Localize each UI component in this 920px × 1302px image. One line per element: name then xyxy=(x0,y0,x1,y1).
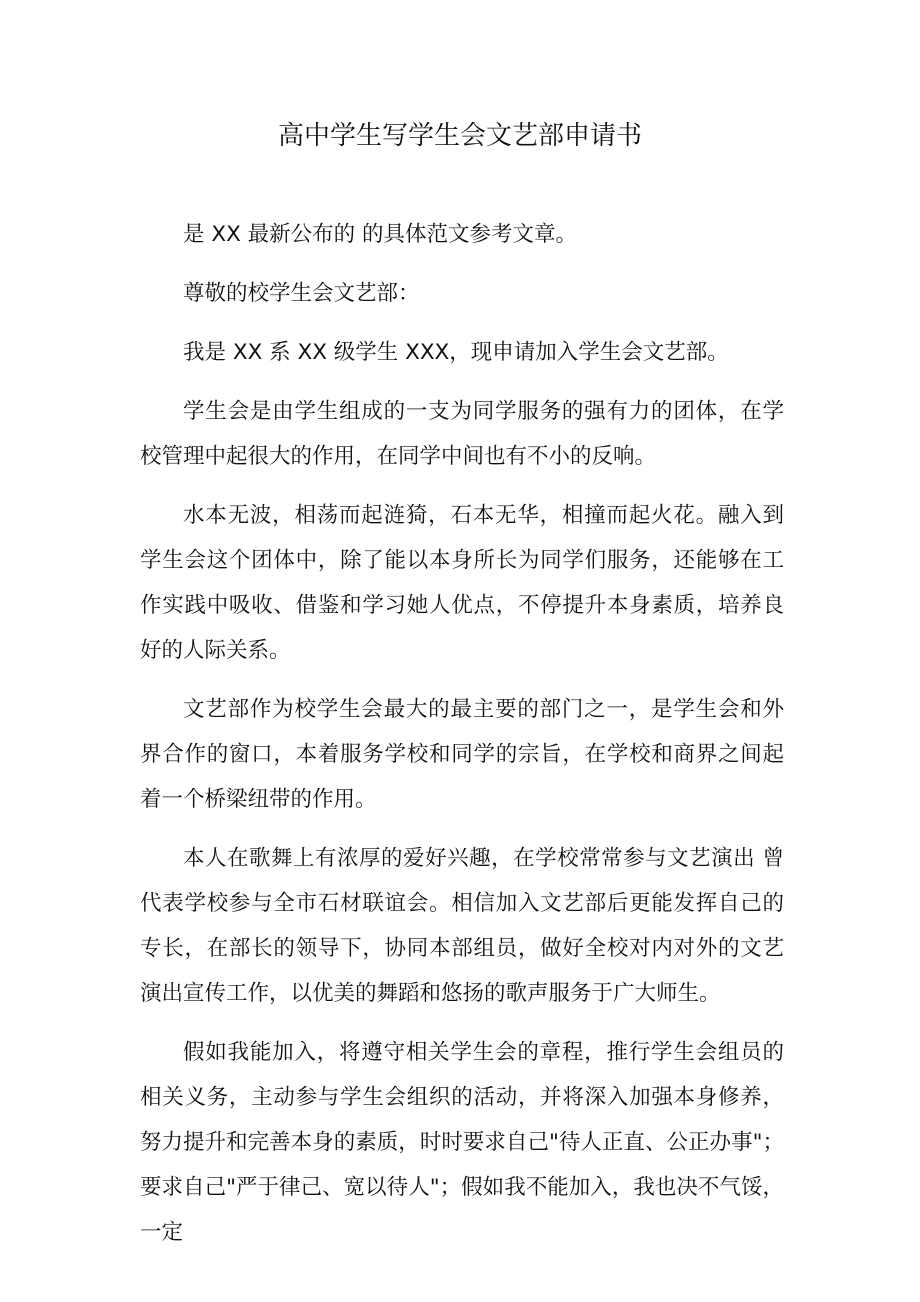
document-title: 高中学生写学生会文艺部申请书 xyxy=(277,121,642,151)
paragraph-personal-interest: 本人在歌舞上有浓厚的爱好兴趣，在学校常常参与文艺演出 曾代表学校参与全市石材联谊会。相信加入文艺部后更能发挥自己的专长，在部长的领导下，协同本部组员，做好全校对内对外的文艺演出宣传工作，以优美的舞蹈和悠扬的歌声服务于广大师生。 xyxy=(140,846,784,1006)
paragraph-salutation: 尊敬的校学生会文艺部： xyxy=(183,281,420,306)
paragraph-commitment: 假如我能加入，将遵守相关学生会的章程，推行学生会组员的相关义务，主动参与学生会组织的活动，并将深入加强本身修养，努力提升和完善本身的素质，时时要求自己"待人正直、公正办事"；要求自己"严于律己、宽以待人"；假如我不能加入，我也决不气馁，一定 xyxy=(140,1040,784,1245)
paragraph-motivation: 水本无波，相荡而起涟猗，石本无华，相撞而起火花。融入到学生会这个团体中，除了能以本身所长为同学们服务，还能够在工作实践中吸收、借鉴和学习她人优点，不停提升本身素质，培养良好的人际关系。 xyxy=(140,503,784,663)
paragraph-self-introduction: 我是 XX 系 XX 级学生 XXX，现申请加入学生会文艺部。 xyxy=(183,340,729,365)
document-body xyxy=(140,212,784,1269)
paragraph-intro: 是 XX 最新公布的 的具体范文参考文章。 xyxy=(183,222,577,247)
paragraph-department-role: 文艺部作为校学生会最大的最主要的部门之一，是学生会和外界合作的窗口，本着服务学校和同学的宗旨，在学校和商界之间起着一个桥梁纽带的作用。 xyxy=(140,697,784,812)
paragraph-student-union: 学生会是由学生组成的一支为同学服务的强有力的团体，在学校管理中起很大的作用，在同学中间也有不小的反响。 xyxy=(140,399,784,469)
